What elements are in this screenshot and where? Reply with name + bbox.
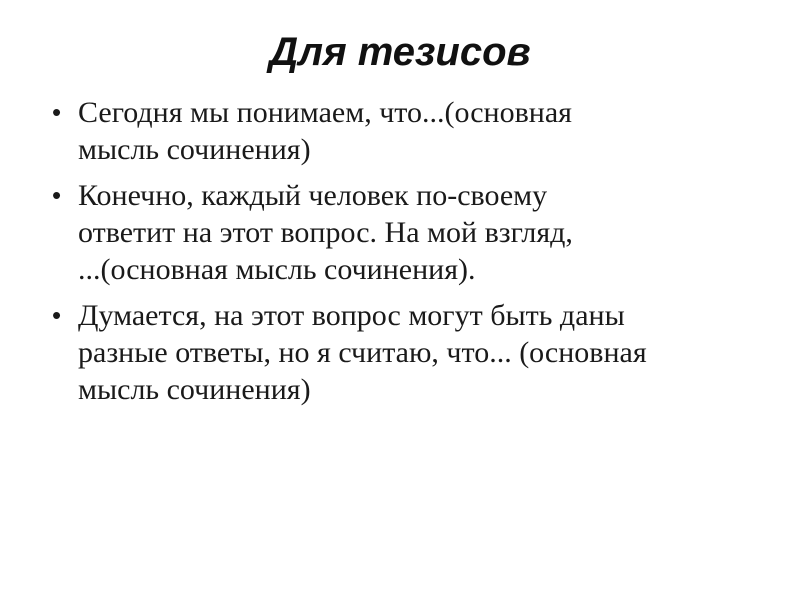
slide-title: Для тезисов [269, 30, 531, 74]
bullet-line: разные ответы, но я считаю, что... (основная [78, 336, 647, 369]
bullet-item [40, 297, 760, 408]
bullet-line: Сегодня мы понимаем, что...(основная [78, 96, 572, 129]
bullet-line: ...(основная мысль сочинения). [78, 253, 476, 286]
bullet-line: ответит на этот вопрос. На мой взгляд, [78, 216, 573, 249]
bullet-marker: • [52, 300, 62, 330]
bullet-item [40, 177, 760, 288]
bullet-marker: • [52, 180, 62, 210]
bullet-marker: • [52, 97, 62, 127]
bullet-line: Думается, на этот вопрос могут быть даны [78, 299, 625, 332]
bullet-line: мысль сочинения) [78, 133, 311, 166]
bullet-line: Конечно, каждый человек по-своему [78, 179, 548, 212]
bullet-list [40, 94, 760, 417]
bullet-line: мысль сочинения) [78, 373, 311, 406]
bullet-item [40, 94, 760, 168]
